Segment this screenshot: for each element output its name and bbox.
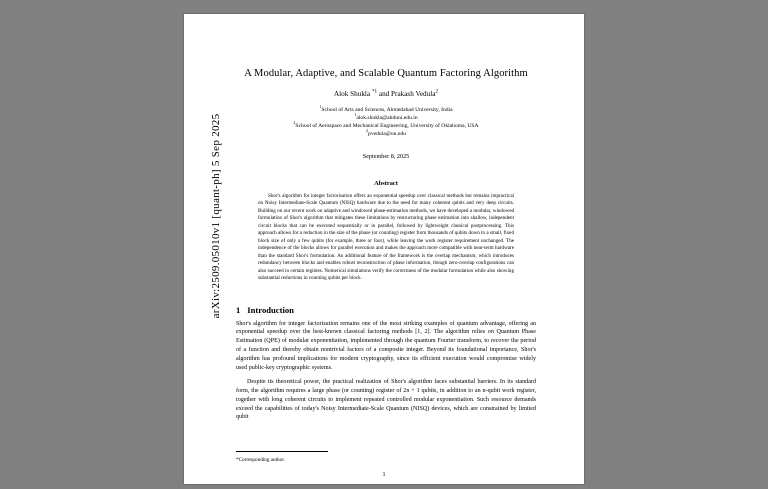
paragraph-intro-2: Despite its theoretical power, the practical realization of Shor's algorithm faces substantial barriers. In its standard form, the algorithm requires a large phase (or counting) register of 2n + 1 qubits, in addition to an n-qubit work register, together with long coherent circuits to implement repeated controlled modular exponentiation. Such resource demands exceed the capabilities of today's Noisy Intermediate-Scale Quantum (NISQ) devices, which are constrained by limited qubit	[236, 378, 536, 421]
paragraph-intro-1: Shor's algorithm for integer factorization remains one of the most striking examples of quantum advantage, offering an exponential speedup over the best-known classical factoring methods [1, 2]. The algorithm relies on Quantum Phase Estimation (QPE) of modular exponentiation, implemented through the quantum Fourier transform, to recover the period of a function and thereby obtain nontrivial factors of a composite integer. Beyond its foundational importance, Shor's algorithm has profound implications for modern cryptography, since its efficient execution would compromise widely used public-key cryptographic systems.	[236, 320, 536, 372]
arxiv-identifier-stamp: arXiv:2509.05010v1 [quant-ph] 5 Sep 2025	[210, 113, 222, 319]
affiliation-line-1: $^1$School of Arts and Sciences, Ahmedabad University, India	[319, 104, 453, 113]
page-content	[236, 14, 536, 484]
footnote-divider	[236, 451, 328, 452]
section-heading-introduction	[236, 305, 536, 315]
page-number: 1	[382, 472, 386, 478]
footnote-corresponding-author: *Corresponding author.	[236, 457, 285, 463]
abstract-text: Shor's algorithm for integer factorisation offers an exponential speedup over classical methods but remains impractical on Noisy Intermediate-Scale Quantum (NISQ) hardware due to the need for many coherent qubits and very deep circuits. Building on our recent work on adaptive and windowed phase-estimation methods, we have developed a modular, windowed formulation of Shor's algorithm that mitigates these limitations by restructuring phase estimation into shallow, independent circuit blocks that can be executed sequentially or in parallel, followed by lightweight classical postprocessing. This approach allows for a reduction in the size of the phase (or counting) register from thousands of qubits down to a small, fixed block size of only a few qubits (for example, three or four), while leaving the work register requirement unchanged. The independence of the blocks allows for parallel execution and makes the approach more compatible with near-term hardware than the standard Shor's formulation. An additional feature of the framework is the overlap mechanism, which introduces redundancy between blocks and enables robust reconstruction of phase information, though zero-overlap configurations can also succeed in certain regimes. Numerical simulations verify the correctness of the modular formulation while also showing substantial reductions in counting qubits per block.	[258, 192, 514, 282]
paper-page	[184, 14, 584, 484]
publication-date: September 8, 2025	[362, 152, 410, 160]
page-title: A Modular, Adaptive, and Scalable Quantum Factoring Algorithm	[244, 68, 528, 79]
affiliation-line-2: $^1$alok.shukla@ahduni.edu.in	[354, 112, 418, 121]
affiliation-line-4: $^2$pvedula@ou.edu	[366, 127, 406, 137]
affiliation-block	[236, 104, 536, 139]
abstract-heading: Abstract	[374, 179, 398, 187]
section-title: Introduction	[247, 304, 294, 315]
author-list: Alok Shukla $^{*1}$ and Prakash Vedula$^2$	[333, 88, 439, 98]
section-number: 1	[236, 304, 241, 315]
affiliation-line-3: $^2$School of Aerospace and Mechanical Engineering, University of Oklahoma, USA	[293, 120, 479, 129]
